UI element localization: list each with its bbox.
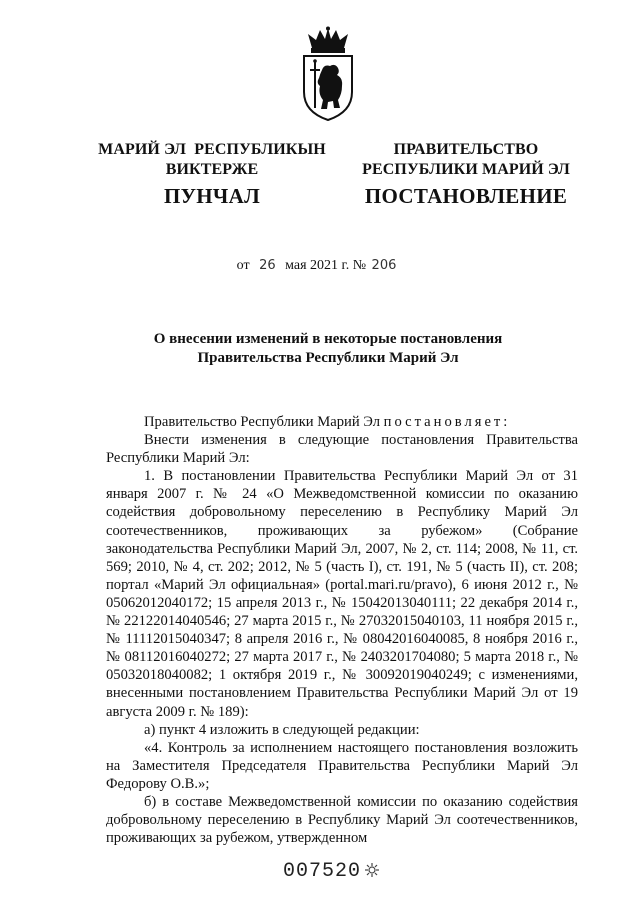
title-line2: Правительства Республики Марий Эл: [197, 350, 459, 366]
document-body: [106, 413, 578, 847]
paragraph-quote-4: «4. Контроль за исполнением настоящего постановления возложить на Заместителя Председателя Правительства Республики Марий Эл Федорову О.В.»;: [106, 739, 578, 792]
ornament-icon: [364, 862, 380, 878]
date-day: 26: [259, 258, 276, 273]
header-right-line1: ПРАВИТЕЛЬСТВО: [393, 141, 539, 158]
preamble-decree-word: постановляет:: [383, 414, 511, 430]
date-prefix: от: [236, 258, 250, 273]
header-right-line2: РЕСПУБЛИКИ МАРИЙ ЭЛ: [362, 161, 570, 178]
paragraph-intro: Внести изменения в следующие постановления Правительства Республики Марий Эл:: [106, 432, 578, 467]
date-month-year: мая 2021 г. №: [285, 258, 367, 273]
paragraph-item-1: 1. В постановлении Правительства Республики Марий Эл от 31 января 2007 г. № 24 «О Межведомственной комиссии по оказанию содействия добровольному переселению в Республику Марий Эл соотечественников, проживающих за рубежом» (Собрание законодательства Республики Марий Эл, 2007, № 2, ст. 114; 2008, № 11, ст. 569; 2010, № 4, ст. 202; 2012, № 5 (часть I), ст. 191, № 5 (часть II), ст. 208; портал «Марий Эл официальная» (portal.mari.ru/pravo), 6 июня 2012 г., № 05062012040172; 15 апреля 2013 г., № 15042013040111; 22 декабря 2014 г., № 22122014040546; 27 марта 2015 г., № 27032015040103, 11 ноября 2015 г., № 11112015040347; 8 апреля 2016 г., № 08042016040085, 8 ноября 2016 г., № 08112016040272; 27 марта 2017 г., № 2403201704080; 5 марта 2018 г., № 05032018040082; 1 октября 2019 г., № 30092019040249; с изменениями, внесенными постановлением Правительства Республики Марий Эл от 19 августа 2009 г. № 189):: [106, 468, 578, 720]
coat-of-arms-emblem: [298, 26, 358, 122]
header-right-doc-type: ПОСТАНОВЛЕНИЕ: [364, 184, 568, 208]
header-left-line1: МАРИЙ ЭЛ РЕСПУБЛИКЫН: [98, 141, 326, 158]
document-number: 206: [371, 258, 397, 273]
paragraph-subitem-a: а) пункт 4 изложить в следующей редакции:: [144, 721, 420, 738]
form-serial-number: 007520: [283, 860, 362, 883]
header-left-mari: [92, 140, 332, 209]
header-left-doc-type: ПУНЧАЛ: [163, 184, 261, 208]
document-title: [100, 330, 556, 368]
header-right-russian: [350, 140, 582, 209]
document-date-line: [0, 258, 639, 274]
title-line1: О внесении изменений в некоторые постановления: [153, 331, 503, 347]
paragraph-preamble: [106, 413, 578, 431]
header-left-line2: ВИКТЕРЖЕ: [165, 161, 259, 178]
preamble-text: Правительство Республики Марий Эл: [144, 414, 384, 430]
paragraph-subitem-b: б) в составе Межведомственной комиссии по оказанию содействия добровольному переселению в Республику Марий Эл соотечественников, проживающих за рубежом, утвержденном: [106, 793, 578, 847]
